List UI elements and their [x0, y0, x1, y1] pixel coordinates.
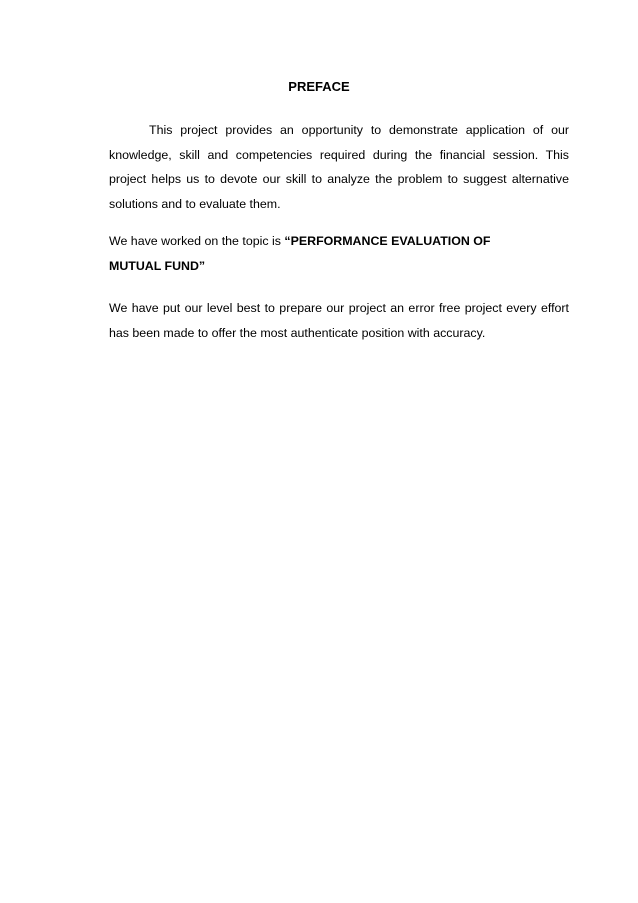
topic-paragraph — [109, 229, 529, 278]
closing-paragraph: We have put our level best to prepare our project an error free project every effort has been made to offer the most authenticate position with accuracy. — [109, 301, 569, 340]
topic-lead-text: We have worked on the topic is — [109, 234, 285, 248]
topic-title: “PERFORMANCE EVALUATION OF MUTUAL FUND” — [109, 234, 491, 273]
intro-paragraph: This project provides an opportunity to demonstrate application of our knowledge, skill and competencies required during the financial session. This project helps us to devote our skill to analyze the problem to suggest alternative solutions and to evaluate them. — [109, 123, 569, 211]
page-title: PREFACE — [288, 79, 350, 94]
